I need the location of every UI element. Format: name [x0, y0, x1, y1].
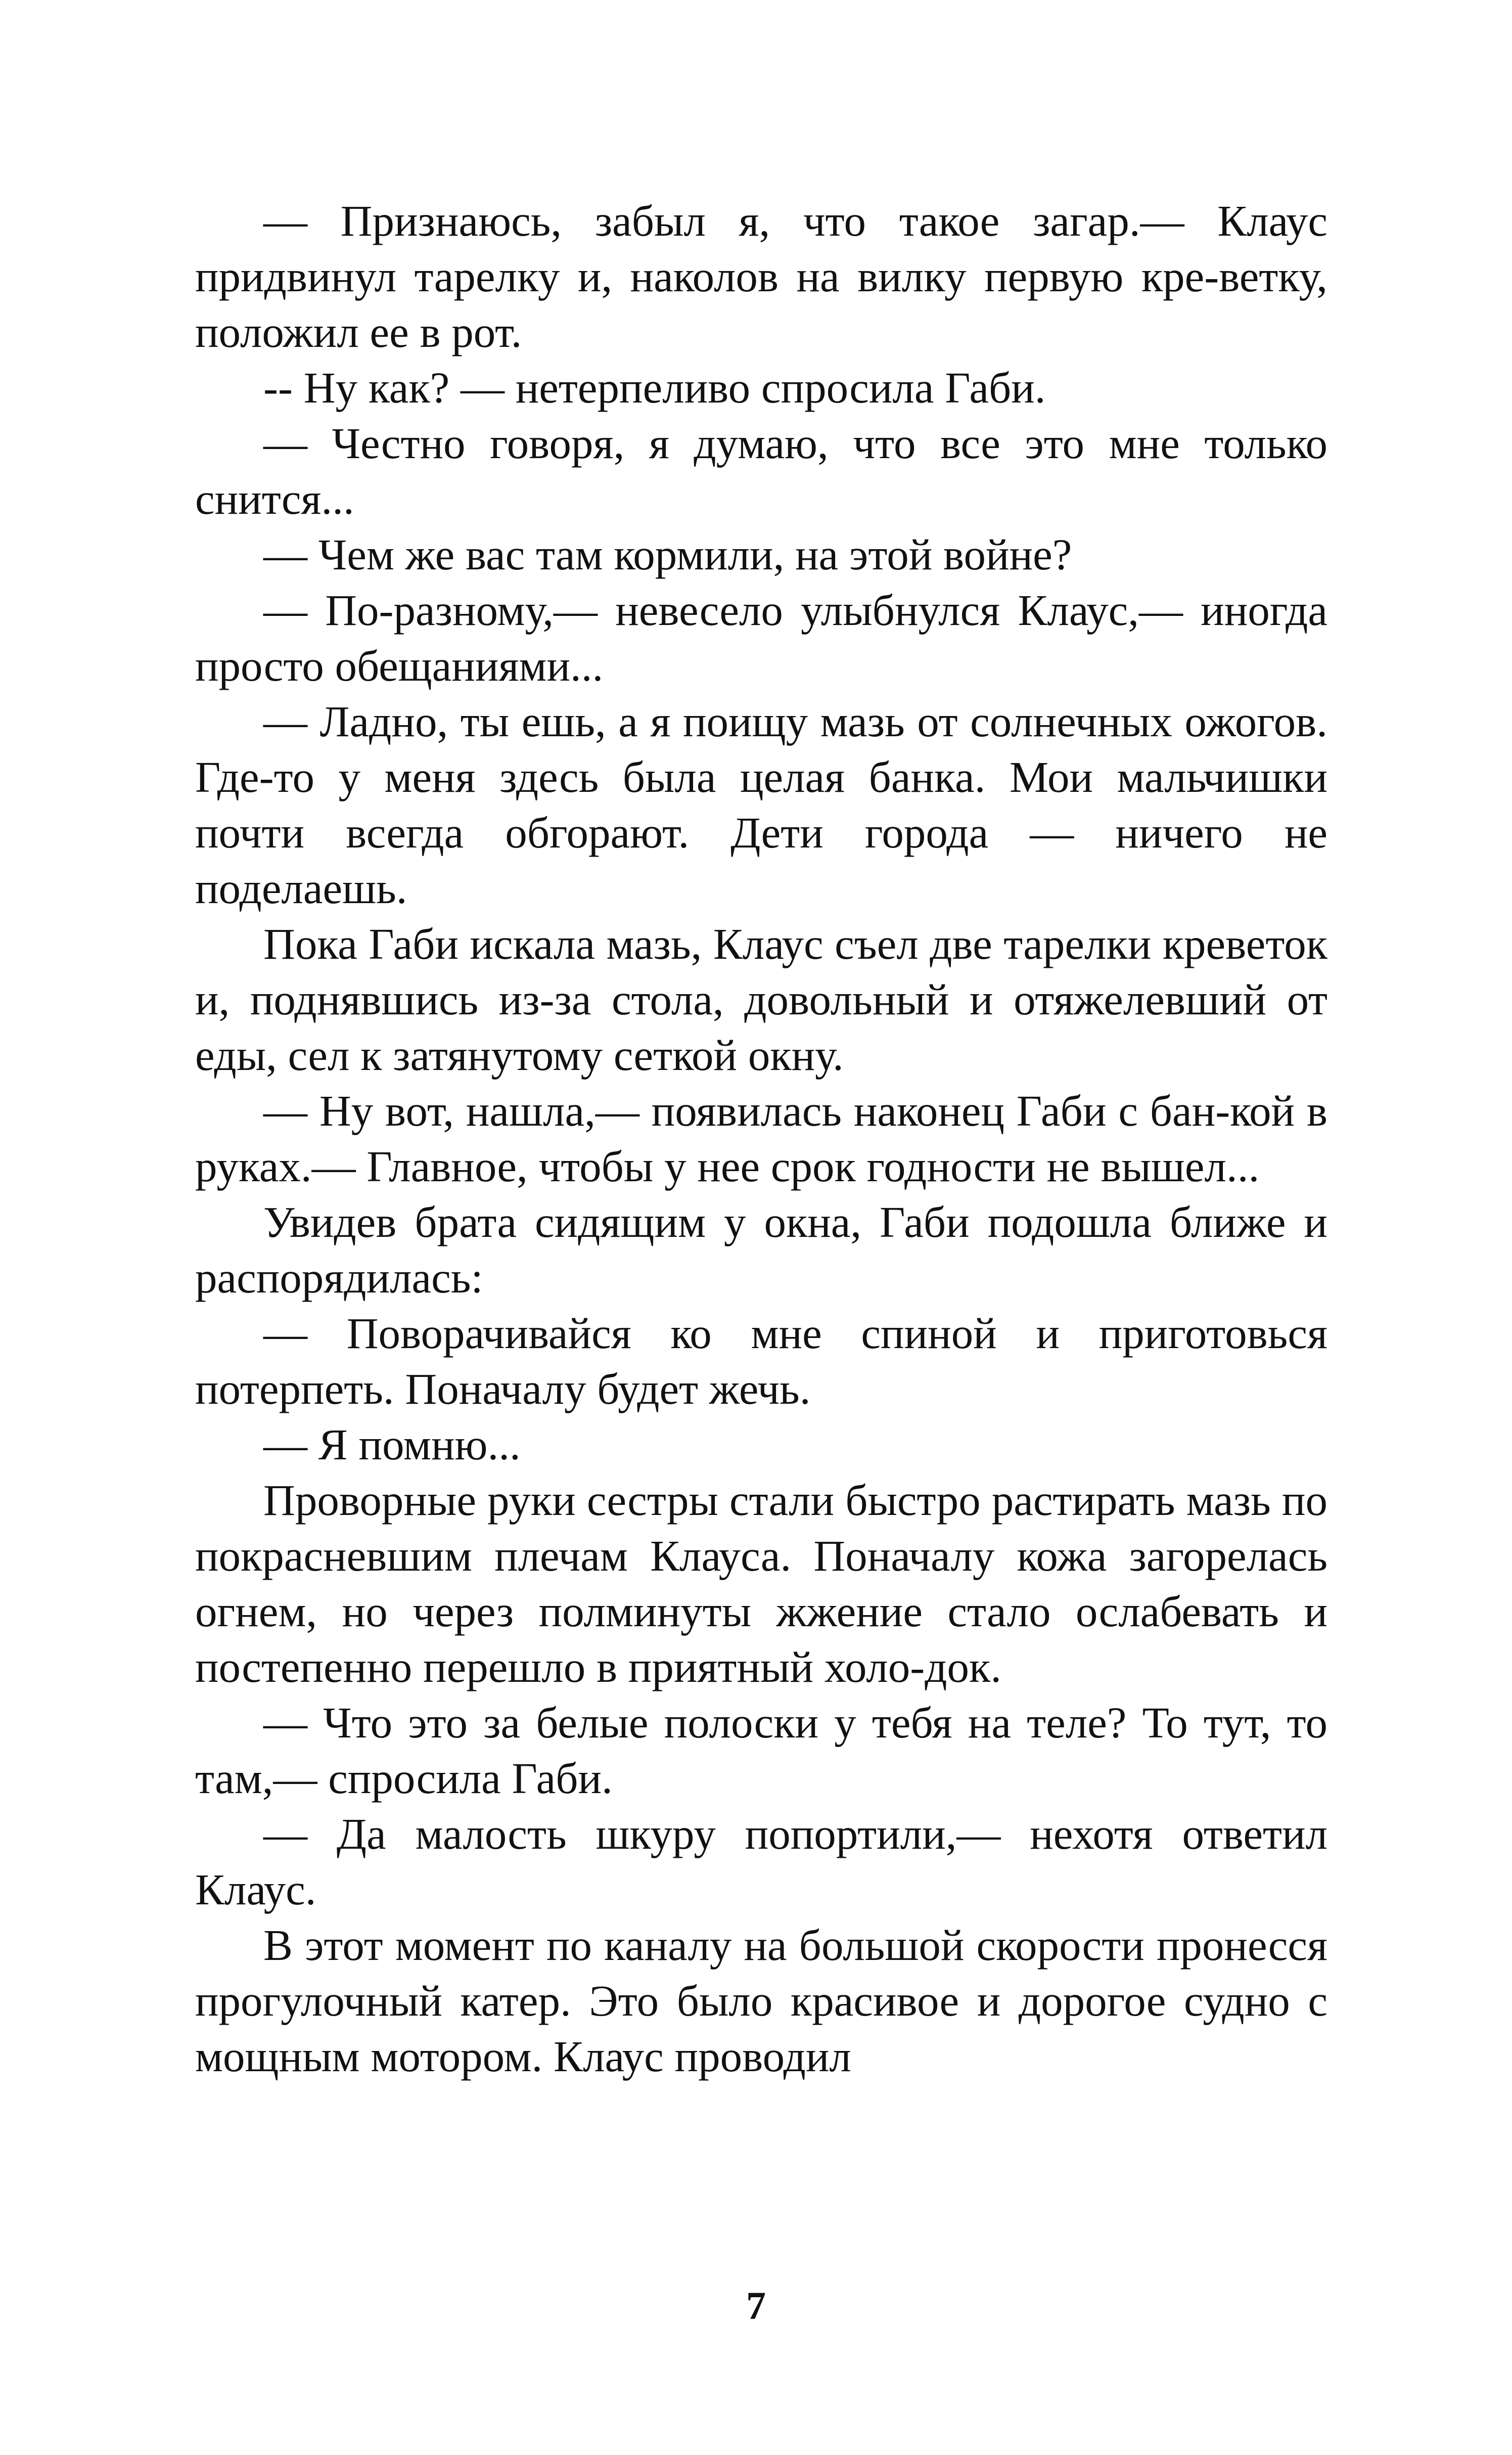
paragraph: — Я помню... — [263, 1420, 521, 1469]
paragraph: Проворные руки сестры стали быстро растирать мазь по покрасневшим плечам Клауса. Поначалу кожа загорелась огнем, но через полминуты жжение стало ослабевать и постепенно перешло в приятный холо-док. — [195, 1476, 1327, 1691]
paragraph: — По-разному,— невесело улыбнулся Клаус,— иногда просто обещаниями... — [195, 586, 1327, 690]
paragraph: -- Ну как? — нетерпеливо спросила Габи. — [263, 363, 1046, 412]
page-number: 7 — [746, 2284, 766, 2328]
paragraph: — Признаюсь, забыл я, что такое загар.— Клаус придвинул тарелку и, наколов на вилку первую кре-ветку, положил ее в рот. — [195, 196, 1327, 356]
paragraph: Увидев брата сидящим у окна, Габи подошла ближе и распорядилась: — [195, 1197, 1327, 1302]
paragraph: — Честно говоря, я думаю, что все это мне только снится... — [195, 419, 1327, 523]
paragraph: — Что это за белые полоски у тебя на теле? То тут, то там,— спросила Габи. — [195, 1698, 1327, 1803]
paragraph: — Поворачивайся ко мне спиной и приготовься потерпеть. Поначалу будет жечь. — [195, 1309, 1327, 1413]
paragraph: — Да малость шкуру попортили,— нехотя ответил Клаус. — [195, 1809, 1327, 1914]
paragraph: — Чем же вас там кормили, на этой войне? — [263, 530, 1072, 579]
paragraph: — Ну вот, нашла,— появилась наконец Габи с бан-кой в руках.— Главное, чтобы у нее срок годности не вышел... — [195, 1086, 1327, 1191]
paragraph: — Ладно, ты ешь, а я поищу мазь от солнечных ожогов. Где-то у меня здесь была целая банка. Мои мальчишки почти всегда обгорают. Дети города — ничего не поделаешь. — [195, 697, 1327, 913]
paragraph: В этот момент по каналу на большой скорости пронесся прогулочный катер. Это было красивое и дорогое судно с мощным мотором. Клаус проводил — [195, 1921, 1327, 2081]
paragraph: Пока Габи искала мазь, Клаус съел две тарелки креветок и, поднявшись из-за стола, довольный и отяжелевший от еды, сел к затянутому сеткой окну. — [195, 919, 1327, 1080]
body-text — [195, 193, 1327, 2084]
